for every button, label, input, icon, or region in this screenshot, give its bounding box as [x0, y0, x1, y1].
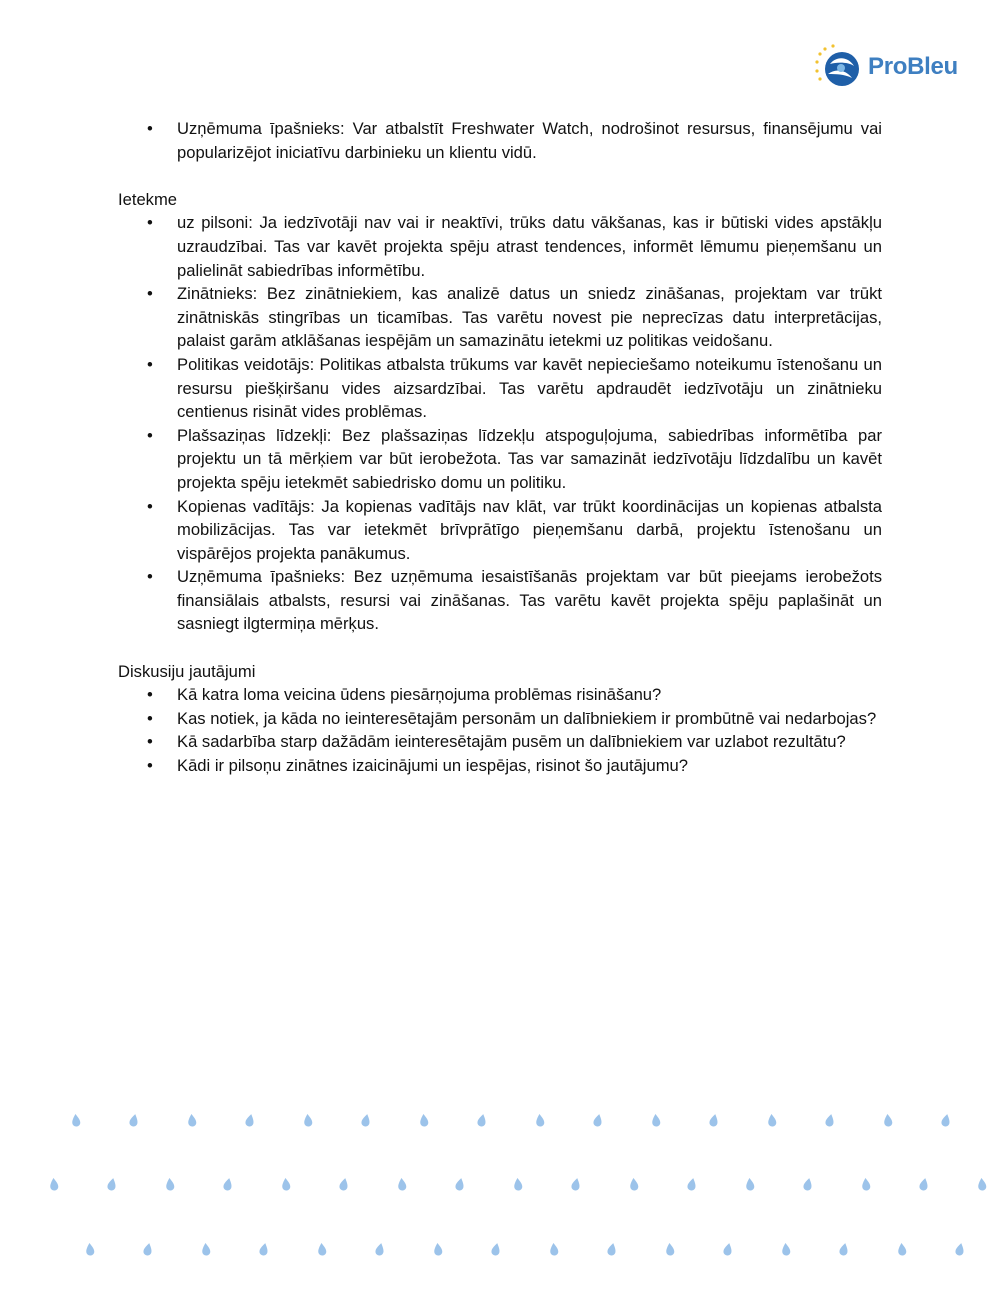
- list-item: • Uzņēmuma īpašnieks: Bez uzņēmuma iesaistīšanās projektam var būt pieejams ierobežots finansiālais atbalsts, resursi vai zināšanas. Tas varētu kavēt projekta spēju paplašināt un sasniegt ilgtermiņa mērķus.: [177, 565, 882, 636]
- list-item: • Kādi ir pilsoņu zinātnes izaicinājumi un iespējas, risinot šo jautājumu?: [177, 754, 882, 778]
- water-drop-icon: [513, 1178, 522, 1191]
- water-drop-icon: [549, 1243, 558, 1256]
- water-drop-icon: [245, 1113, 255, 1127]
- water-drop-icon: [71, 1114, 80, 1127]
- water-drop-icon: [455, 1177, 465, 1191]
- water-drop-icon: [49, 1178, 58, 1191]
- section-heading-impact: Ietekme: [118, 189, 178, 209]
- probleu-logo: [814, 44, 964, 94]
- water-drop-icon: [129, 1113, 139, 1127]
- water-drop-icon: [107, 1177, 117, 1191]
- list-item: • Plašsaziņas līdzekļi: Bez plašsaziņas līdzekļu atspoguļojuma, sabiedrības informētība par projektu un tā mērķiem var būt ierobežota. Tas var samazināt iedzīvotāju līdzdalību un kavēt projekta spēju ietekmēt sabiedrisko domu un politiku.: [177, 424, 882, 495]
- water-drop-icon: [419, 1114, 428, 1127]
- water-drop-icon: [781, 1243, 790, 1256]
- impact-list: [118, 211, 882, 636]
- water-drop-icon: [317, 1243, 326, 1256]
- water-drop-icon: [339, 1177, 349, 1191]
- water-drop-icon: [745, 1178, 754, 1191]
- water-drop-icon: [433, 1243, 442, 1256]
- water-drop-icon: [665, 1243, 674, 1256]
- water-drop-icon: [361, 1113, 371, 1127]
- globe-fish-logo-icon: [814, 44, 864, 94]
- list-item: • Uzņēmuma īpašnieks: Var atbalstīt Freshwater Watch, nodrošinot resursus, finansējumu vai popularizējot iniciatīvu darbinieku un klientu vidū.: [177, 117, 882, 164]
- water-drop-icon: [709, 1113, 719, 1127]
- list-item: • Zinātnieks: Bez zinātniekiem, kas analizē datus un sniedz zināšanas, projektam var trūkt zinātniskās stingrības un ticamības. Tas varētu novest pie neprecīzas datu interpretācijas, palaist garām atklāšanas iespējām un samazinātu ietekmi uz politikas veidošanu.: [177, 282, 882, 353]
- water-drop-icon: [897, 1243, 906, 1256]
- water-drop-icon: [259, 1242, 269, 1256]
- water-drop-icon: [839, 1242, 849, 1256]
- water-drop-icon: [629, 1178, 638, 1191]
- water-drop-icon: [955, 1242, 965, 1256]
- water-drop-icon: [883, 1114, 892, 1127]
- water-drop-icon: [607, 1242, 617, 1256]
- discussion-list: [118, 683, 882, 777]
- water-drop-icon: [571, 1177, 581, 1191]
- list-item: • Kopienas vadītājs: Ja kopienas vadītājs nav klāt, var trūkt koordinācijas un kopienas atbalsta mobilizācijas. Tas var ietekmēt brīvprātīgo pieņemšanu darbā, projektu īstenošanu un vispārējos projekta panākumus.: [177, 495, 882, 566]
- water-drop-icon: [223, 1177, 233, 1191]
- list-item: • Kā katra loma veicina ūdens piesārņojuma problēmas risināšanu?: [177, 683, 882, 707]
- list-item: • Politikas veidotājs: Politikas atbalsta trūkums var kavēt nepieciešamo noteikumu īstenošanu un resursu piešķiršanu vides aizsardzībai. Tas varētu apdraudēt iedzīvotāju un zinātnieku centienus risināt vides problēmas.: [177, 353, 882, 424]
- water-drop-icon: [201, 1243, 210, 1256]
- list-item: • Kas notiek, ja kāda no ieinteresētajām personām un dalībniekiem ir prombūtnē vai nedarbojas?: [177, 707, 882, 731]
- intro-list: [118, 117, 882, 164]
- water-drop-icon: [187, 1114, 196, 1127]
- water-drop-icon: [723, 1242, 733, 1256]
- water-drop-icon: [143, 1242, 153, 1256]
- water-drop-icon: [825, 1113, 835, 1127]
- water-drop-icon: [397, 1178, 406, 1191]
- water-drop-icon: [861, 1178, 870, 1191]
- water-drop-icon: [281, 1178, 290, 1191]
- water-drop-icon: [165, 1178, 174, 1191]
- list-item: • Kā sadarbība starp dažādām ieinteresētajām pusēm un dalībniekiem var uzlabot rezultātu?: [177, 730, 882, 754]
- water-drop-icon: [767, 1114, 776, 1127]
- water-drop-icon: [593, 1113, 603, 1127]
- water-drop-icon: [651, 1114, 660, 1127]
- document-body: [118, 117, 882, 778]
- water-drop-icon: [375, 1242, 385, 1256]
- list-item: • uz pilsoni: Ja iedzīvotāji nav vai ir neaktīvi, trūks datu vākšanas, kas ir būtiski vides apstākļu uzraudzībai. Tas var kavēt projekta spēju atrast tendences, informēt lēmumu pieņemšanu un palielināt sabiedrības informētību.: [177, 211, 882, 282]
- water-drop-icon: [977, 1178, 986, 1191]
- water-drop-icon: [919, 1177, 929, 1191]
- water-drop-icon: [477, 1113, 487, 1127]
- water-drop-icon: [85, 1243, 94, 1256]
- water-drop-icon: [303, 1114, 312, 1127]
- water-drop-icon: [941, 1113, 951, 1127]
- water-drop-icon: [491, 1242, 501, 1256]
- logo-text: ProBleu: [868, 53, 958, 80]
- water-drop-icon: [535, 1114, 544, 1127]
- section-heading-discussion: Diskusiju jautājumi: [118, 661, 256, 681]
- water-drop-icon: [803, 1177, 813, 1191]
- water-drop-icon: [687, 1177, 697, 1191]
